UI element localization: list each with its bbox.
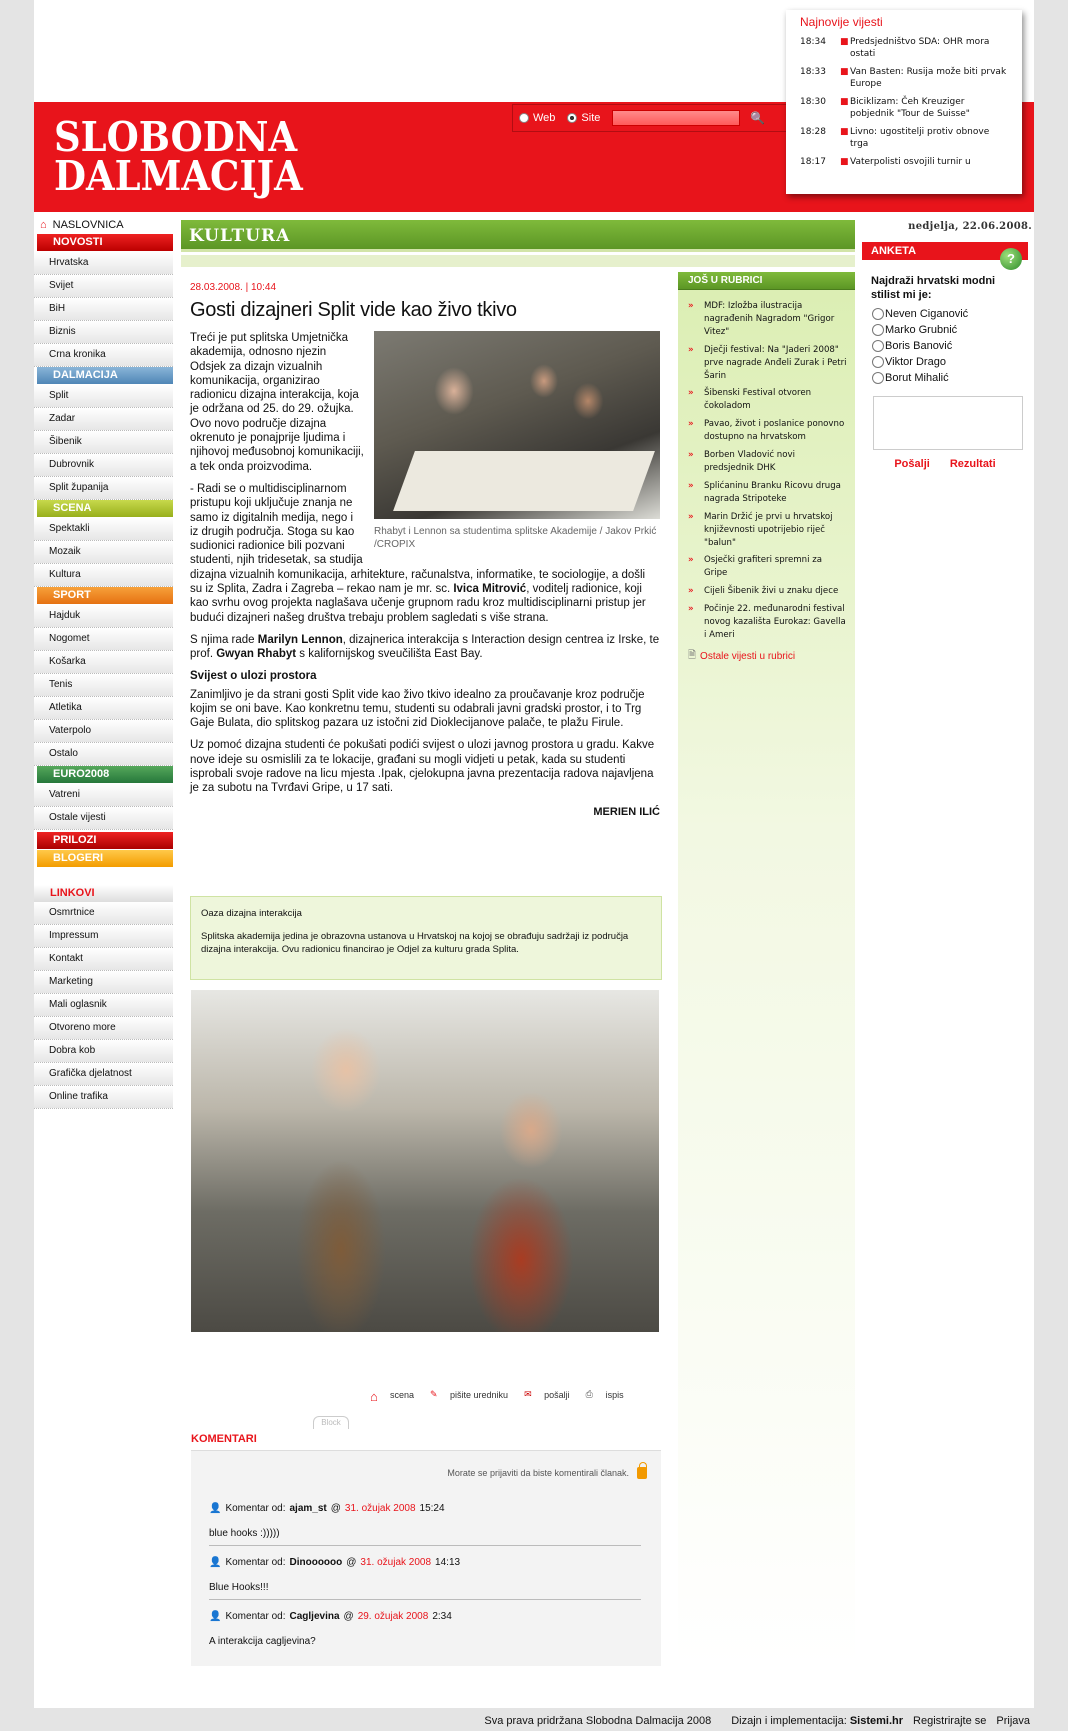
nav-section-euro2008[interactable]: EURO2008 — [34, 766, 173, 783]
footer-rights: Sva prava pridržana Slobodna Dalmacija 2008 — [484, 1715, 712, 1727]
chevron-right-icon: » — [688, 555, 694, 566]
news-text[interactable]: Predsjedništvo SDA: OHR mora ostati — [850, 37, 990, 59]
nav-section-prilozi[interactable]: PRILOZI — [34, 832, 173, 849]
article-body — [190, 331, 660, 818]
search-radio-site-label: Site — [581, 112, 601, 124]
comment-date: 31. ožujak 2008 — [360, 1557, 432, 1568]
chevron-right-icon: » — [688, 511, 694, 522]
nav-item[interactable]: Atletika — [34, 697, 173, 720]
comment-text: Blue Hooks!!! — [209, 1582, 641, 1600]
site-logo[interactable] — [54, 113, 303, 200]
radio-icon[interactable] — [872, 324, 884, 336]
list-item[interactable]: » Borben Vladović novi predsjednik DHK — [688, 450, 795, 473]
nav-item[interactable]: Online trafika — [34, 1086, 173, 1109]
logo-line-2: DALMACIJA — [54, 152, 303, 200]
current-date: nedjelja, 22.06.2008. — [908, 221, 1032, 232]
comment: 👤 Komentar od: Dinoooooo @ 31. ožujak 2008 14:13 Blue Hooks!!! — [209, 1557, 641, 1600]
news-time: 18:17 — [800, 157, 826, 167]
logo-line-1: SLOBODNA — [54, 113, 298, 161]
comment-time: 14:13 — [435, 1557, 461, 1568]
login-link[interactable]: Prijava — [996, 1715, 1030, 1727]
latest-news-box — [786, 10, 1022, 194]
comment-user[interactable]: Dinoooooo — [289, 1557, 343, 1568]
nav-item[interactable]: Vaterpolo — [34, 720, 173, 743]
block-tab[interactable]: Block — [313, 1416, 349, 1429]
paragraph: S njima rade Marilyn Lennon, dizajnerica interakcija s Interaction design centrea iz Irske, te prof. Gwyan Rhabyt s kalifornijskog sveučilišta East Bay. — [190, 633, 660, 661]
list-item[interactable]: » Šibenski Festival otvoren čokoladom — [688, 388, 812, 412]
more-in-section — [678, 272, 855, 1667]
comment-text: A interakcija cagljevina? — [209, 1636, 316, 1647]
search-bar — [512, 104, 802, 132]
news-time: 18:28 — [800, 127, 826, 137]
nav-item[interactable]: Crna kronika — [34, 344, 173, 367]
section-header — [181, 220, 855, 252]
list-item[interactable]: » Osječki grafiteri spremni za Gripe — [688, 555, 822, 579]
chevron-right-icon: » — [688, 586, 694, 597]
footer-company-link[interactable]: Sistemi.hr — [849, 1715, 904, 1727]
news-time: 18:30 — [800, 97, 826, 107]
nav-item[interactable]: Impressum — [34, 925, 173, 948]
print-icon: ⎙ — [585, 1389, 593, 1399]
user-icon: 👤 — [209, 1611, 222, 1622]
nav-item[interactable]: Ostalo — [34, 743, 173, 766]
nav-item[interactable]: Split — [34, 385, 173, 408]
action-write-editor[interactable]: ✎ pišite uredniku — [430, 1389, 509, 1400]
news-item[interactable] — [800, 36, 1008, 60]
nav-item[interactable]: Dobra kob — [34, 1040, 173, 1063]
section-title: KULTURA — [189, 226, 291, 246]
bullet-icon: ■ — [840, 67, 849, 77]
nav-item[interactable]: Tenis — [34, 674, 173, 697]
lock-icon — [637, 1467, 647, 1479]
news-text[interactable]: Livno: ugostitelji protiv obnove trga — [850, 127, 990, 149]
article-subhead: Svijest o ulozi prostora — [190, 669, 317, 682]
article-actions — [370, 1389, 624, 1404]
nav-home-label: NASLOVNICA — [52, 219, 124, 231]
nav-item[interactable]: BiH — [34, 298, 173, 321]
radio-icon[interactable] — [872, 340, 884, 352]
comment: 👤 Komentar od: Cagljevina @ 29. ožujak 2008 2:34 A interakcija cagljevina? — [209, 1611, 641, 1653]
chevron-right-icon: » — [688, 450, 694, 461]
comments-title: KOMENTARI — [191, 1433, 257, 1445]
bullet-icon: ■ — [840, 127, 849, 137]
nav-item[interactable]: Šibenik — [34, 431, 173, 454]
poll-question: Najdraži hrvatski modni stilist mi je: — [871, 275, 996, 301]
more-in-section-title: JOŠ U RUBRICI — [678, 272, 855, 290]
poll — [862, 242, 1028, 470]
news-text[interactable]: Van Basten: Rusija može biti prvak Europe — [850, 67, 1007, 89]
chevron-right-icon: » — [688, 388, 694, 399]
nav-item[interactable]: Spektakli — [34, 518, 173, 541]
search-icon[interactable]: 🔍 — [750, 111, 766, 125]
info-box — [190, 896, 662, 980]
action-print[interactable]: ⎙ ispis — [585, 1389, 624, 1400]
nav-item[interactable]: Kontakt — [34, 948, 173, 971]
folder-icon: 🗎 — [688, 649, 697, 661]
nav-item[interactable]: Otvoreno more — [34, 1017, 173, 1040]
nav-section-novosti[interactable]: NOVOSTI — [34, 234, 173, 251]
comments-box — [191, 1450, 661, 1666]
poll-option[interactable]: Marko Grubnić — [862, 322, 1028, 338]
poll-comment-field[interactable] — [873, 396, 1023, 450]
search-radio-web[interactable] — [519, 113, 529, 123]
chevron-right-icon: » — [688, 604, 694, 615]
chevron-right-icon: » — [688, 419, 694, 430]
footer — [0, 1711, 1068, 1731]
bullet-icon: ■ — [840, 97, 849, 107]
comment-date: 29. ožujak 2008 — [357, 1611, 429, 1622]
article-photo — [374, 331, 660, 551]
section-band — [181, 255, 855, 267]
action-send[interactable]: ✉ pošalji — [524, 1389, 570, 1400]
comment-time: 2:34 — [432, 1611, 452, 1622]
bullet-icon: ■ — [840, 157, 849, 167]
nav-item[interactable]: Zadar — [34, 408, 173, 431]
nav-section-blogeri[interactable]: BLOGERI — [34, 850, 173, 867]
nav-item[interactable]: Svijet — [34, 275, 173, 298]
news-text[interactable]: Biciklizam: Čeh Kreuziger pobjednik "Tour de Suisse" — [850, 97, 970, 119]
nav-item[interactable]: Hajduk — [34, 605, 173, 628]
photo-caption: Rhabyt i Lennon sa studentima splitske Akademije / Jakov Prkić /CROPIX — [374, 526, 657, 550]
register-link[interactable]: Registrirajte se — [913, 1715, 987, 1727]
list-item[interactable]: » Počinje 22. međunarodni festival novog kazališta Eurokaz: Gavella i Ameri — [688, 604, 846, 640]
radio-icon[interactable] — [872, 372, 884, 384]
article-title: Gosti dizajneri Split vide kao živo tkivo — [190, 299, 517, 321]
list-item[interactable]: » Marin Držić je prvi u hrvatskoj književnosti upotrijebio riječ "balun" — [688, 511, 833, 548]
bullet-icon: ■ — [840, 37, 849, 47]
list-item[interactable]: » Cijeli Šibenik živi u znaku djece — [688, 586, 839, 597]
info-box-text: Splitska akademija jedina je obrazovna ustanova u Hrvatskoj na kojoj se obrađuju sadržaji iz područja dizajna interakcija. Ovu radionicu financirao je Odjel za kulturu grada Splita. — [201, 931, 629, 955]
user-icon: 👤 — [209, 1503, 222, 1514]
user-icon: 👤 — [209, 1557, 222, 1568]
nav-item[interactable]: Kultura — [34, 564, 173, 587]
left-nav — [34, 216, 173, 1109]
info-box-title: Oaza dizajna interakcija — [201, 908, 302, 919]
comment-user[interactable]: Cagljevina — [289, 1611, 340, 1622]
chevron-right-icon: » — [688, 344, 694, 355]
nav-item[interactable]: Mozaik — [34, 541, 173, 564]
home-icon: ⌂ — [370, 1389, 378, 1404]
comment-date: 31. ožujak 2008 — [344, 1503, 416, 1514]
question-icon: ? — [1000, 248, 1022, 270]
chevron-right-icon: » — [688, 301, 694, 311]
nav-item[interactable]: Grafička djelatnost — [34, 1063, 173, 1086]
nav-section-scena[interactable]: SCENA — [34, 500, 173, 517]
list-item[interactable]: » Splićaninu Branku Ricovu druga nagrada Stripoteke — [688, 480, 841, 504]
paragraph: Uz pomoć dizajna studenti će pokušati podići svijest o ulozi javnog prostora u gradu. Kakve nove ideje su osmislili za te lokacije, građani su mogli vidjeti u petak, kada su studenti isprobali svoje radove na licu mjesta .Ipak, cjelokupna javna prezentacija radova najavljena je za subotu na Tvrđavi Gripe, u 17 sati. — [190, 739, 655, 795]
comment-user[interactable]: ajam_st — [289, 1503, 327, 1514]
poll-results-button[interactable]: Rezultati — [949, 458, 996, 470]
edit-icon: ✎ — [430, 1389, 438, 1399]
nav-item[interactable]: Split županija — [34, 477, 173, 500]
paragraph: Zanimljivo je da strani gosti Split vide kao živo tkivo idealno za proučavanje kroz područje kojim se oni bave. Kao konkretnu temu, studenti su odabrali javni gradski prostor, i to Trg Gaje Bulata, dio splitskog pazara uz istočni zid Dioklecijanove palače, te plažu Firule. — [190, 688, 645, 730]
nav-item[interactable]: Marketing — [34, 971, 173, 994]
latest-news-title: Najnovije vijesti — [800, 15, 883, 29]
poll-send-button[interactable]: Pošalji — [894, 458, 930, 470]
comment-text: blue hooks :))))) — [209, 1528, 641, 1546]
news-time: 18:34 — [800, 37, 826, 47]
nav-item[interactable]: Biznis — [34, 321, 173, 344]
article-author: MERIEN ILIĆ — [593, 805, 660, 818]
paragraph: Treći je put splitska Umjetnička akademija, odnosno njezin Odsjek za dizajn vizualnih komunikacija, organizirao radionicu dizajna interakcija, koja je održana od 25. do 29. ožujka. Ovo novo područje dizajna okrenuto je ponajprije ljudima i njihovoj međusobnoj komunikaciji, a tek onda proizvodima. — [190, 332, 364, 473]
nav-home[interactable] — [34, 216, 173, 234]
poll-option[interactable]: Borut Mihalić — [862, 370, 1028, 386]
article-photo-image — [374, 331, 660, 519]
list-item[interactable]: » Pavao, život i poslanice ponovno dostupno na hrvatskom — [688, 419, 845, 443]
nav-item[interactable]: Košarka — [34, 651, 173, 674]
news-item[interactable] — [800, 66, 1008, 90]
mail-icon: ✉ — [524, 1389, 532, 1399]
action-scena[interactable]: ⌂ scena — [370, 1389, 415, 1404]
nav-item[interactable]: Mali oglasnik — [34, 994, 173, 1017]
nav-item[interactable]: Dubrovnik — [34, 454, 173, 477]
nav-item[interactable]: Hrvatska — [34, 252, 173, 275]
nav-item[interactable]: Nogomet — [34, 628, 173, 651]
news-text[interactable]: Vaterpolisti osvojili turnir u — [850, 157, 971, 167]
article-photo-2 — [191, 990, 659, 1332]
article — [190, 272, 660, 818]
footer-design: Dizajn i implementacija: Sistemi.hr — [731, 1715, 904, 1727]
list-item[interactable]: » Dječji festival: Na "Jaderi 2008" prve nagrade Anđeli Zurak i Petri Šarin — [688, 344, 847, 381]
poll-option[interactable]: Boris Banović — [862, 338, 1028, 354]
nav-section-dalmacija[interactable]: DALMACIJA — [34, 367, 173, 384]
login-note[interactable]: Morate se prijaviti da biste komentirali članak. — [447, 1467, 647, 1479]
poll-option[interactable]: Viktor Drago — [862, 354, 1028, 370]
radio-icon[interactable] — [872, 356, 884, 368]
comment: 👤 Komentar od: ajam_st @ 31. ožujak 2008 15:24 blue hooks :))))) — [209, 1503, 641, 1546]
search-radio-site[interactable] — [567, 113, 577, 123]
chevron-right-icon: » — [688, 480, 694, 491]
nav-section-sport[interactable]: SPORT — [34, 587, 173, 604]
list-item[interactable]: » MDF: Izložba ilustracija nagrađenih Nagradom "Grigor Vitez" — [688, 301, 835, 337]
poll-option[interactable]: Neven Ciganović — [862, 306, 1028, 322]
news-item[interactable] — [800, 156, 1008, 168]
radio-icon[interactable] — [872, 308, 884, 320]
news-item[interactable] — [800, 126, 1008, 150]
nav-item[interactable]: Vatreni — [34, 784, 173, 807]
poll-header: ANKETA ? — [862, 242, 1028, 260]
article-date: 28.03.2008. | 10:44 — [190, 282, 277, 293]
comment-time: 15:24 — [419, 1503, 445, 1514]
search-radio-web-label: Web — [533, 112, 556, 124]
nav-item[interactable]: Osmrtnice — [34, 902, 173, 925]
nav-section-linkovi: LINKOVI — [34, 885, 173, 902]
more-news-link[interactable]: 🗎 Ostale vijesti u rubrici — [678, 648, 855, 665]
paragraph: - Radi se o multidisciplinarnom pristupu koji uključuje znanja ne samo iz digitalnih medija, nego i iz drugih područja. Stoga su kao sudionici radionice bili pozvani studenti, njih tridesetak, sa studija dizajna vizualnih komunikacija, arhitekture, računalstva, informatike, te sociologije, a došli su iz Splita, Zadra i Zagreba – rekao nam je mr. sc. Ivica Mitrović, voditelj radionice, koji kao svrhu ovog projekta naglašava učenje grupnom radu kroz multidisciplinarni pristup jer budući dizajneri našeg društva trebaju problem sagledati s više strana. — [190, 482, 646, 624]
page — [34, 0, 1034, 1708]
news-time: 18:33 — [800, 67, 826, 77]
nav-item[interactable]: Ostale vijesti — [34, 807, 173, 830]
search-input[interactable] — [612, 110, 740, 126]
news-item[interactable] — [800, 96, 1008, 120]
home-icon: ⌂ — [40, 219, 47, 231]
